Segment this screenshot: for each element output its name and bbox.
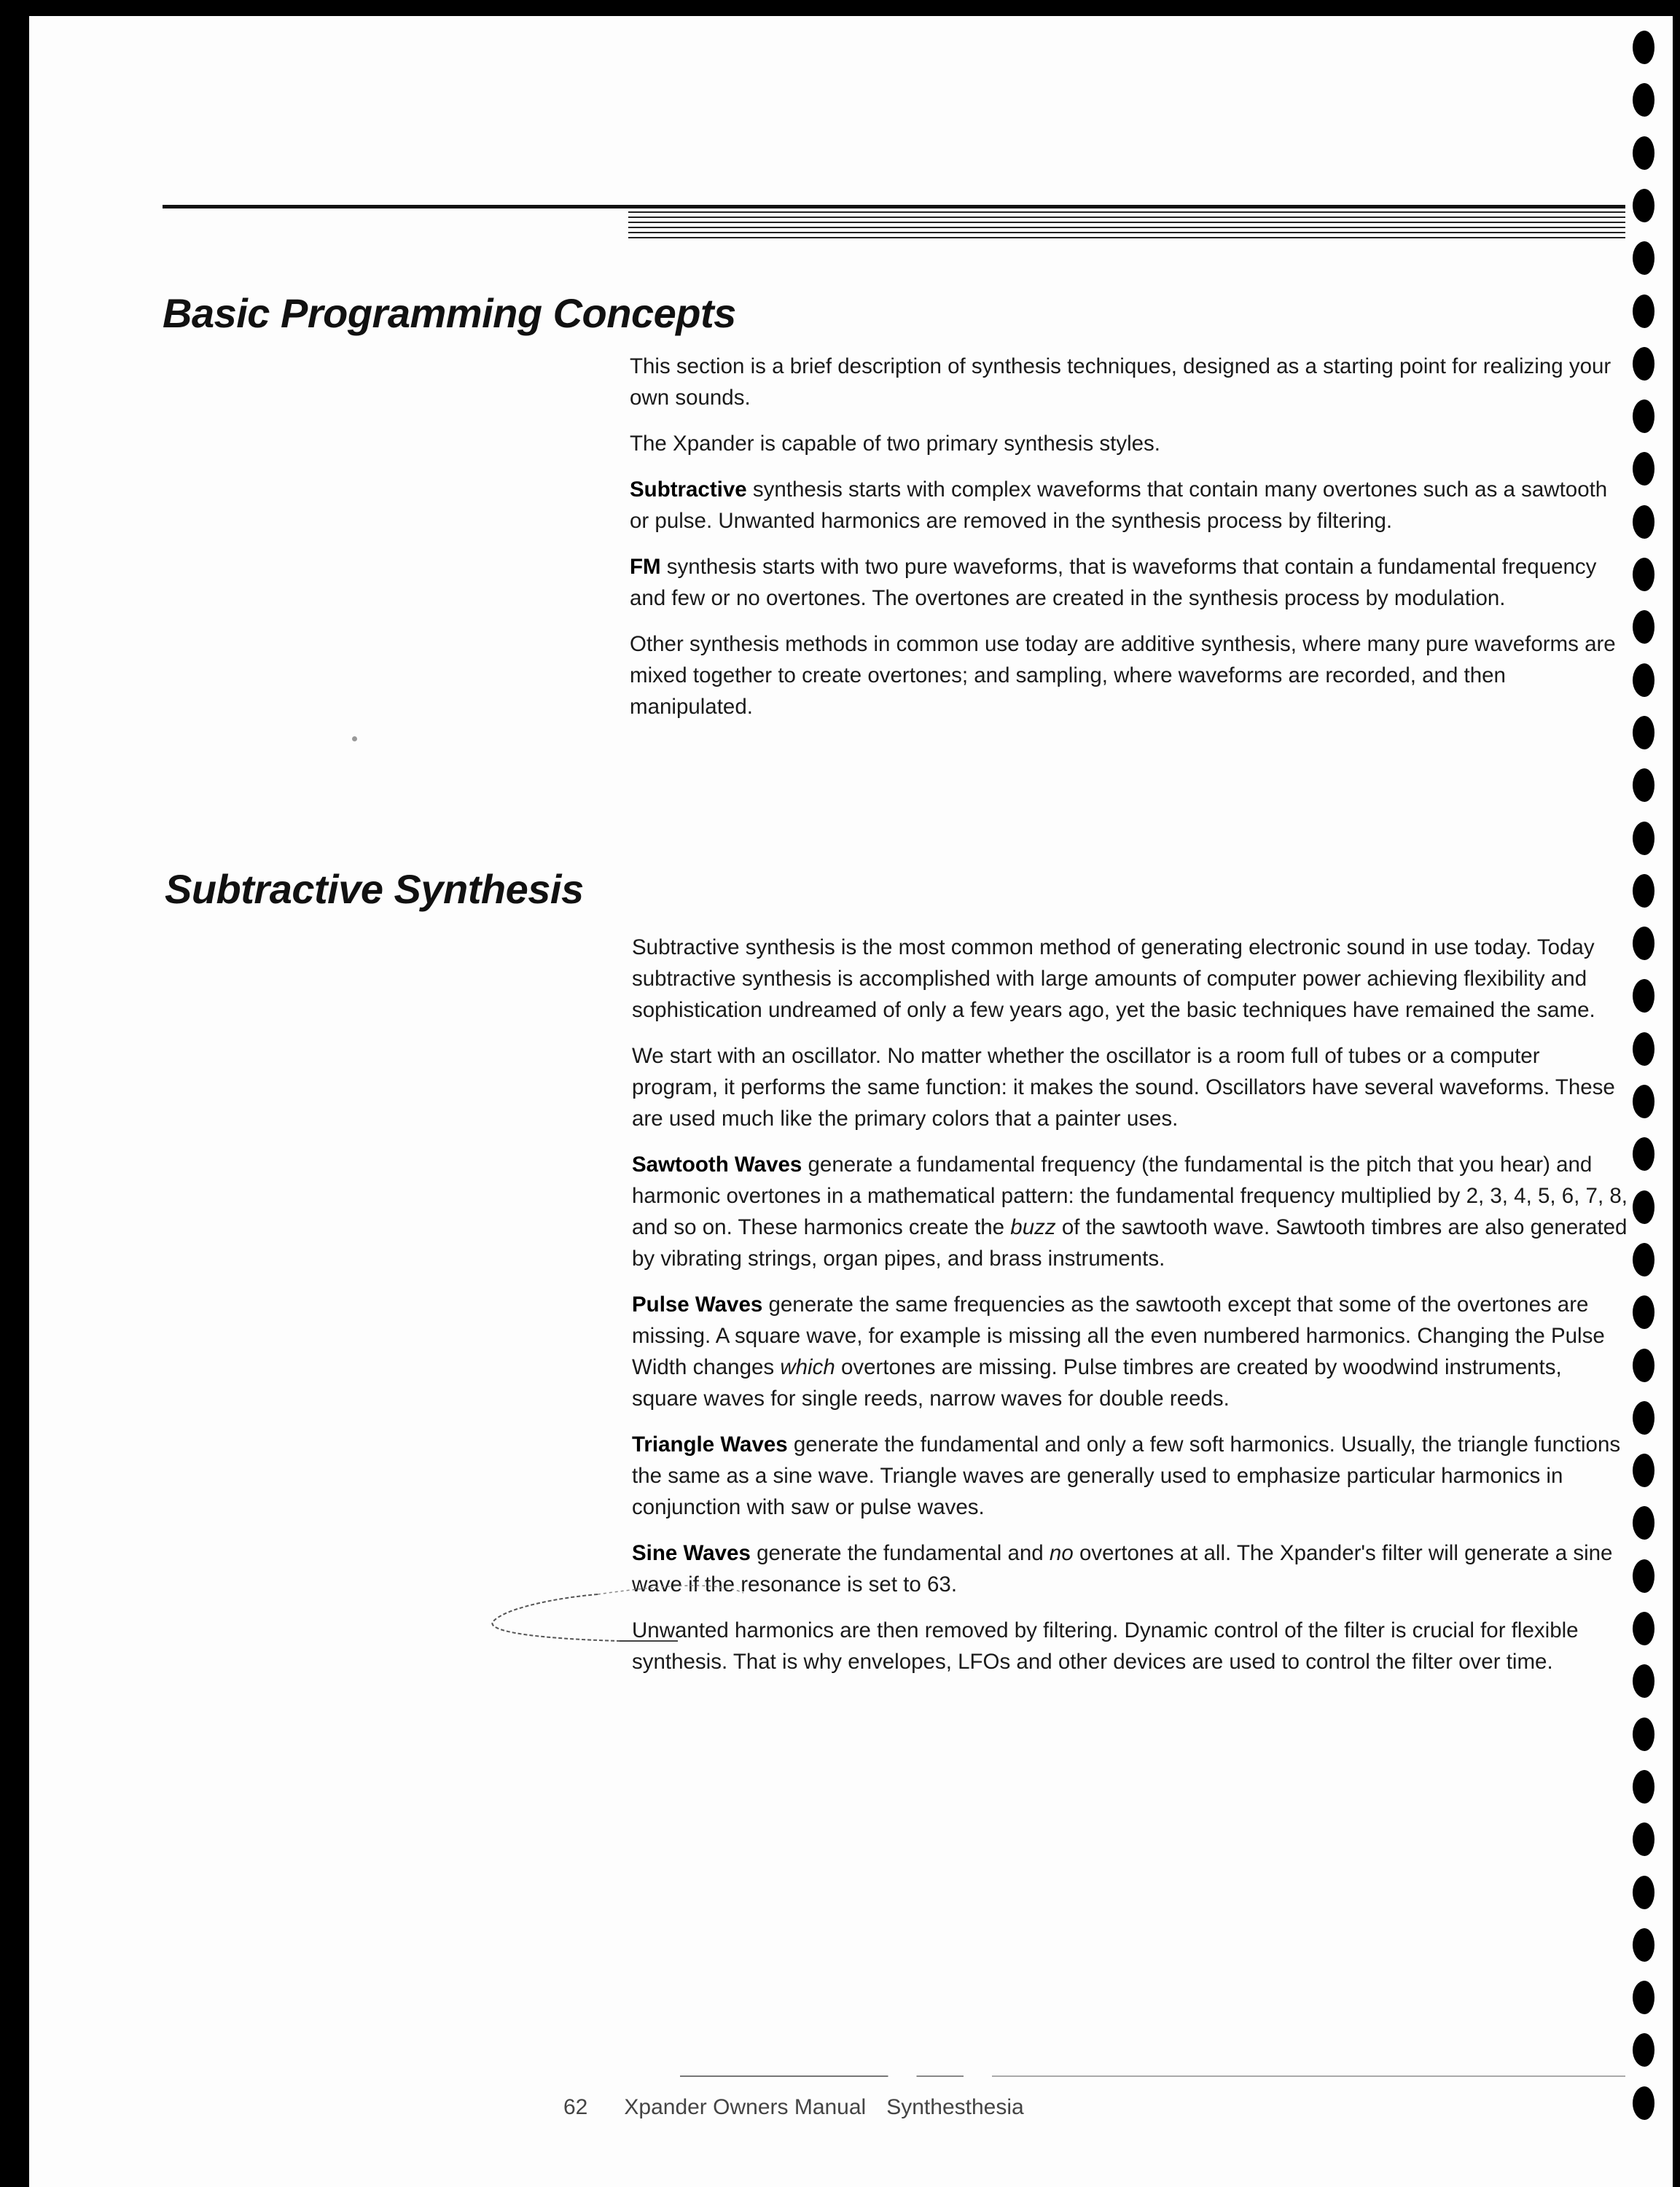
- paragraph: This section is a brief description of synthesis techniques, designed as a starting point for realizing your own sounds.: [630, 354, 1611, 410]
- paragraph-text: generate a fundamental frequency (the fundamental is the pitch that you hear) and harmonic overtones in a mathematical pattern: the fundamental frequency multiplied by 2, 3, 4, 5, 6, 7, 8, and so on. These harmonics create the: [632, 1153, 1628, 1239]
- paragraph-triangle: [632, 1429, 1630, 1523]
- paragraph: [630, 551, 1628, 614]
- manual-page: [29, 16, 1673, 2187]
- term: Pulse Waves: [632, 1293, 763, 1317]
- term: FM: [630, 555, 661, 579]
- pencil-annotation: [488, 1580, 765, 1660]
- section-heading-subtractive-synthesis: Subtractive Synthesis: [165, 866, 584, 912]
- paragraph-text: synthesis starts with complex waveforms that contain many overtones such as a sawtooth or pulse. Unwanted harmonics are removed in the synthesis process by filtering.: [630, 477, 1608, 533]
- page-number: 62: [563, 2095, 588, 2119]
- paragraph: The Xpander is capable of two primary synthesis styles.: [630, 432, 1160, 456]
- chapter-title: Synthesthesia: [886, 2095, 1024, 2119]
- emphasis: buzz: [1010, 1215, 1056, 1239]
- emphasis: no: [1049, 1541, 1074, 1565]
- section-heading-basic-programming: Basic Programming Concepts: [163, 290, 736, 336]
- stray-mark: [352, 736, 357, 741]
- term: Triangle Waves: [632, 1432, 788, 1457]
- header-rule: [163, 205, 1625, 208]
- paragraph-text: generate the fundamental and only a few soft harmonics. Usually, the triangle functions the same as a sine wave. Triangle waves are generally used to emphasize particular harmonics in conjunction with saw or pulse waves.: [632, 1432, 1621, 1519]
- paragraph-text: synthesis starts with two pure waveforms, that is waveforms that contain a fundamental frequency and few or no overtones. The overtones are created in the synthesis process by modulation.: [630, 555, 1597, 610]
- emphasis: which: [780, 1355, 835, 1379]
- paragraph: Subtractive synthesis is the most common method of generating electronic sound in use today. Today subtractive synthesis is accomplished with large amounts of computer power achieving flexibility and sophistication undreamed of only a few years ago, yet the basic techniques have remained the same.: [632, 935, 1595, 1022]
- paragraph-text: generate the same frequencies as the sawtooth except that some of the overtones are missing. A square wave, for example is missing all the even numbered harmonics. Changing the Pulse Width changes: [632, 1293, 1605, 1379]
- paragraph: We start with an oscillator. No matter whether the oscillator is a room full of tubes or a computer program, it performs the same function: it makes the sound. Oscillators have several waveforms. These are used much like the primary colors that a painter uses.: [632, 1044, 1615, 1131]
- paragraph-text: overtones are missing. Pulse timbres are created by woodwind instruments, square waves for single reeds, narrow waves for double reeds.: [632, 1355, 1562, 1411]
- basic-section-body: [630, 351, 1628, 737]
- manual-title: Xpander Owners Manual: [624, 2095, 867, 2119]
- term: Subtractive: [630, 477, 747, 502]
- paragraph: Unwanted harmonics are then removed by filtering. Dynamic control of the filter is crucial for flexible synthesis. That is why envelopes, LFOs and other devices are used to control the filter over time.: [632, 1618, 1579, 1674]
- paragraph-sawtooth: [632, 1149, 1630, 1274]
- paragraph-sine: [632, 1537, 1630, 1600]
- paragraph-pulse: [632, 1289, 1630, 1414]
- page-footer: [563, 2095, 1024, 2120]
- paragraph-text: of the sawtooth wave. Sawtooth timbres are also generated by vibrating strings, organ pipes, and brass instruments.: [632, 1215, 1628, 1271]
- term: Sine Waves: [632, 1541, 751, 1565]
- term: Sawtooth Waves: [632, 1153, 802, 1177]
- header-stripes: [628, 211, 1625, 241]
- paragraph: Other synthesis methods in common use today are additive synthesis, where many pure waveforms are mixed together to create overtones; and sampling, where waveforms are recorded, and then manipulated.: [630, 632, 1616, 719]
- subtractive-section-body: [632, 932, 1630, 1692]
- footer-rule: [680, 2075, 1625, 2077]
- paragraph: [630, 474, 1628, 537]
- paragraph-text: overtones at all. The Xpander's filter will generate a sine wave if the resonance is set to 63.: [632, 1541, 1613, 1597]
- paragraph-text: generate the fundamental and: [750, 1541, 1050, 1565]
